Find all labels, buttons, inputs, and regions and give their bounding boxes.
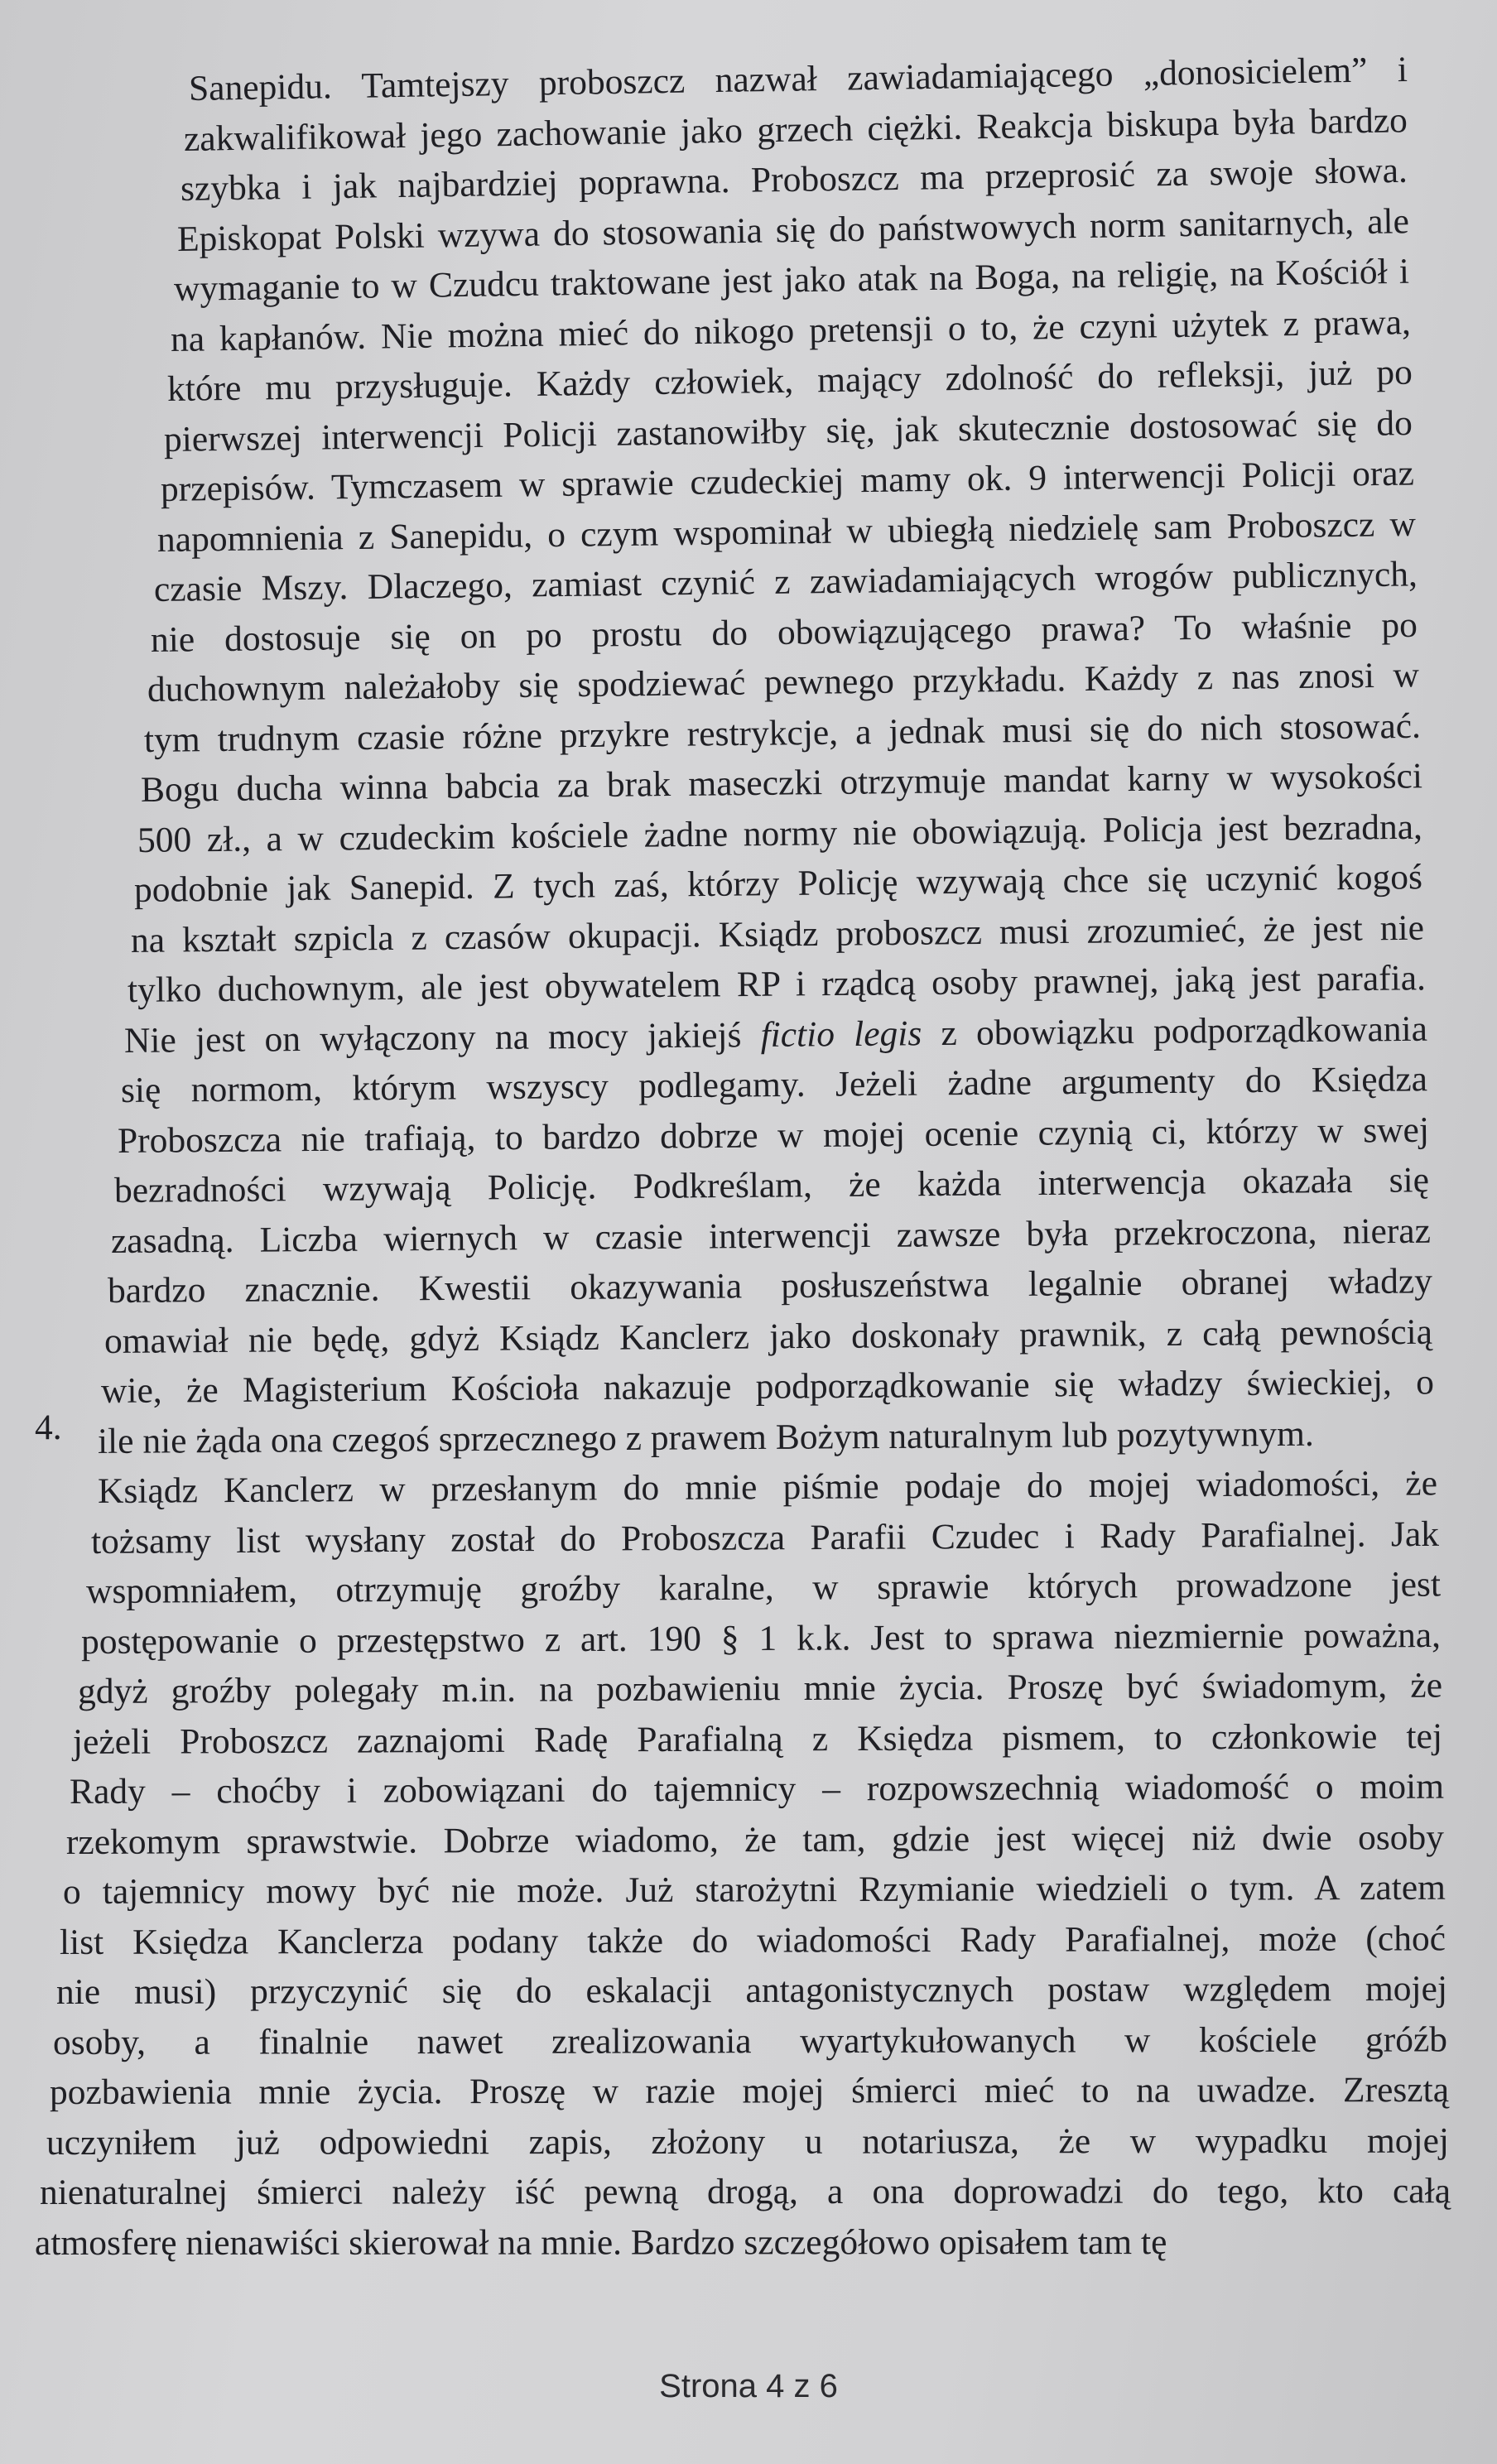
text-line: czasie Mszy. Dlaczego, zamiast czynić z zawiadamiających wrogów publicznych, — [153, 554, 1418, 609]
text-line: list Księdza Kanclerza podany także do wiadomości Rady Parafialnej, może (choć — [59, 1918, 1446, 1962]
text-line: rzekomym sprawstwie. Dobrze wiadomo, że tam, gdzie jest więcej niż dwie osoby — [65, 1817, 1445, 1862]
text-line: pierwszej interwencji Policji zastanowiłby się, jak skutecznie dostosować się do — [163, 402, 1413, 460]
text-line: szybka i jak najbardziej poprawna. Proboszcz ma przeprosić za swoje słowa. — [180, 150, 1408, 209]
text-segment: z obowiązku podporządkowania — [922, 1008, 1428, 1054]
text-line — [124, 1005, 1427, 1065]
text-line: duchownym należałoby się spodziewać pewnego przykładu. Każdy z nas znosi w — [147, 655, 1420, 710]
text-line: wspomniałem, otrzymuję groźby karalne, w sprawie których prowadzone jest — [85, 1564, 1442, 1611]
list-marker-4: 4. — [35, 1408, 62, 1447]
text-line: które mu przysługuje. Każdy człowiek, mający zdolność do refleksji, już po — [166, 352, 1413, 409]
text-line: nie musi) przyczynić się do eskalacji antagonistycznych postaw względem mojej — [55, 1968, 1448, 2012]
text-line: gdyż groźby polegały m.in. na pozbawieniu mnie życia. Proszę być świadomym, że — [77, 1665, 1443, 1711]
text-line: Bogu ducha winna babcia za brak maseczki otrzymuje mandat karny w wysokości — [140, 756, 1423, 810]
text-line: wymaganie to w Czudcu traktowane jest jako atak na Boga, na religię, na Kościół i — [173, 251, 1410, 309]
text-line: bezradności wzywają Policję. Podkreślam, że każda interwencja okazała się — [113, 1160, 1430, 1210]
text-line: przepisów. Tymczasem w sprawie czudeckiej mamy ok. 9 interwencji Policji oraz — [160, 453, 1415, 509]
text-line: Ksiądz Kanclerz w przesłanym do mnie piśmie podaje do mojej wiadomości, że — [97, 1463, 1438, 1511]
text-line: atmosferę nienawiści skierował na mnie. Bardzo szczegółowo opisałem tam tę — [34, 2222, 1167, 2263]
text-line: tożsamy list wysłany został do Proboszcza Parafii Czudec i Rady Parafialnej. Jak — [90, 1514, 1440, 1562]
text-line: jeżeli Proboszcz zaznajomi Radę Parafialną z Księdza pismem, to członkowie tej — [72, 1716, 1443, 1762]
text-line: Sanepidu. Tamtejszy proboszcz nazwał zawiadamiającego „donosicielem” i — [188, 49, 1408, 108]
text-line: Episkopat Polski wzywa do stosowania się do państwowych norm sanitarnych, ale — [176, 201, 1410, 259]
text-line: ile nie żąda ona czegoś sprzecznego z prawem Bożym naturalnym lub pozytywnym. — [97, 1413, 1314, 1461]
text-line: omawiał nie będę, gdyż Ksiądz Kanclerz jako doskonały prawnik, z całą pewnością — [103, 1311, 1433, 1361]
text-line: się normom, którym wszyscy podlegamy. Jeżeli żadne argumenty do Księdza — [120, 1059, 1428, 1110]
text-line: bardzo znacznie. Kwestii okazywania posłuszeństwa legalnie obranej władzy — [107, 1261, 1433, 1311]
text-line: nie dostosuje się on po prostu do obowiązującego prawa? To właśnie po — [150, 604, 1418, 660]
text-line: osoby, a finalnie nawet zrealizowania wyartykułowanych w kościele gróźb — [52, 2019, 1448, 2062]
text-line: zakwalifikował jego zachowanie jako grzech ciężki. Reakcja biskupa była bardzo — [183, 100, 1408, 159]
text-line: postępowanie o przestępstwo z art. 190 § 1 k.k. Jest to sprawa niezmiernie poważna, — [80, 1615, 1442, 1662]
text-line: Proboszcza nie trafiają, to bardzo dobrze w mojej ocenie czynią ci, którzy w swej — [117, 1109, 1430, 1161]
text-line: o tajemnicy mowy być nie może. Już starożytni Rzymianie wiedzieli o tym. A zatem — [62, 1867, 1446, 1912]
text-line: tym trudnym czasie różne przykre restrykcje, a jednak musi się do nich stosować. — [143, 705, 1422, 760]
text-line: napomnienia z Sanepidu, o czym wspominał w ubiegłą niedzielę sam Proboszcz w — [156, 503, 1417, 560]
page-footer: Strona 4 z 6 — [659, 2368, 838, 2404]
text-segment: Nie jest on wyłączony na mocy jakiejś — [123, 1015, 761, 1061]
text-line: podobnie jak Sanepid. Z tych zaś, którzy Policję wzywają chce się uczynić kogoś — [133, 857, 1423, 910]
text-line: zasadną. Liczba wiernych w czasie interwencji zawsze była przekroczona, nieraz — [110, 1210, 1432, 1261]
text-line: pozbawienia mnie życia. Proszę w razie mojej śmierci mieć to na uwadze. Zresztą — [49, 2070, 1450, 2112]
text-line: nienaturalnej śmierci należy iść pewną drogą, a ona doprowadzi do tego, kto całą — [39, 2171, 1451, 2212]
text-line: wie, że Magisterium Kościoła nakazuje podporządkowanie się władzy świeckiej, o — [100, 1362, 1435, 1411]
text-line: uczyniłem już odpowiedni zapis, złożony u notariusza, że w wypadku mojej — [46, 2120, 1450, 2163]
text-line: Rady – choćby i zobowiązani do tajemnicy – rozpowszechnią wiadomość o moim — [69, 1766, 1445, 1812]
text-line: na kształt szpicla z czasów okupacji. Ksiądz proboszcz musi zrozumieć, że jest nie — [130, 907, 1425, 960]
text-line: tylko duchownym, ale jest obywatelem RP i rządcą osoby prawnej, jaką jest parafia. — [127, 958, 1427, 1010]
text-line: na kapłanów. Nie można mieć do nikogo pretensji o to, że czyni użytek z prawa, — [170, 302, 1412, 359]
text-line: 500 zł., a w czudeckim kościele żadne normy nie obowiązują. Policja jest bezradna, — [137, 806, 1423, 860]
italic-latin-phrase: fictio legis — [760, 1013, 922, 1056]
